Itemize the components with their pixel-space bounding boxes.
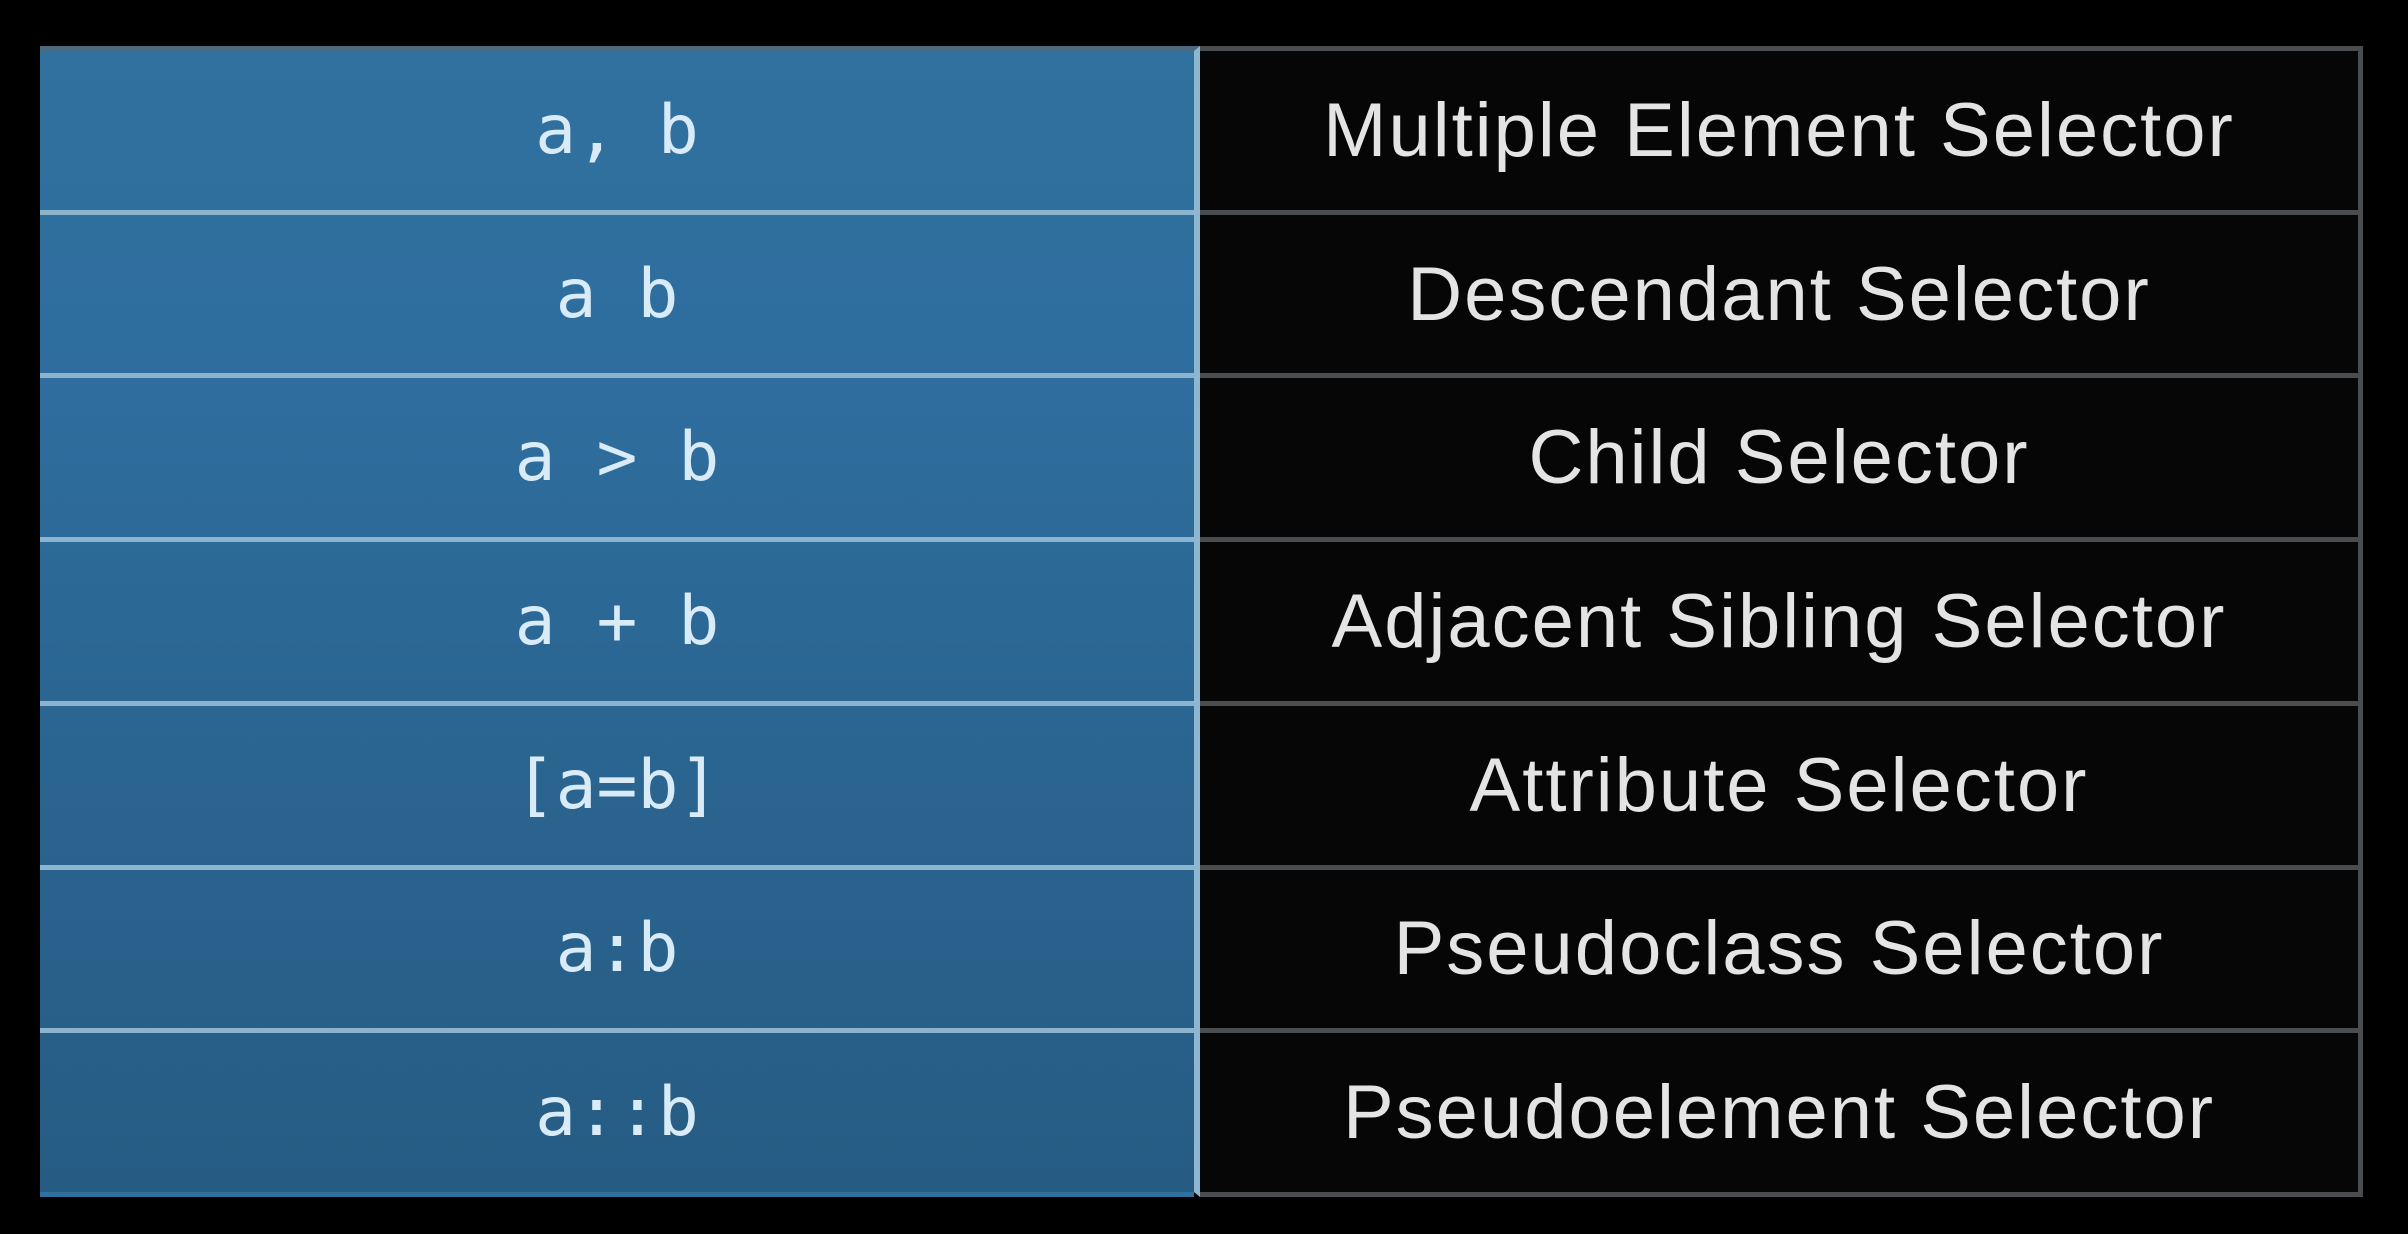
selector-name: Adjacent Sibling Selector — [1331, 579, 2227, 665]
selector-name: Attribute Selector — [1469, 742, 2089, 828]
syntax-cell — [40, 373, 1194, 537]
selector-name: Pseudoclass Selector — [1393, 906, 2165, 992]
syntax-cell — [40, 865, 1194, 1029]
syntax-cell — [40, 51, 1194, 210]
selector-name: Descendant Selector — [1407, 251, 2151, 337]
syntax-cell — [40, 537, 1194, 701]
name-cell — [1200, 865, 2358, 1029]
syntax-cell — [40, 210, 1194, 374]
name-cell — [1200, 1028, 2358, 1192]
syntax-column — [40, 46, 1200, 1197]
selector-syntax: a::b — [535, 1073, 699, 1153]
selector-syntax: a > b — [514, 418, 720, 498]
selector-syntax: a + b — [514, 582, 720, 662]
name-cell — [1200, 210, 2358, 374]
selector-table — [40, 46, 2363, 1197]
selector-syntax: a, b — [535, 90, 699, 170]
selector-name: Multiple Element Selector — [1323, 87, 2235, 173]
syntax-cell — [40, 701, 1194, 865]
selector-syntax: a:b — [555, 909, 679, 989]
name-cell — [1200, 373, 2358, 537]
name-column — [1200, 46, 2363, 1197]
selector-syntax: a b — [555, 254, 679, 334]
syntax-cell — [40, 1028, 1194, 1192]
selector-syntax: [a=b] — [514, 745, 720, 825]
selector-name: Child Selector — [1528, 415, 2030, 501]
selector-name: Pseudoelement Selector — [1342, 1070, 2216, 1156]
name-cell — [1200, 701, 2358, 865]
name-cell — [1200, 537, 2358, 701]
name-cell — [1200, 51, 2358, 210]
